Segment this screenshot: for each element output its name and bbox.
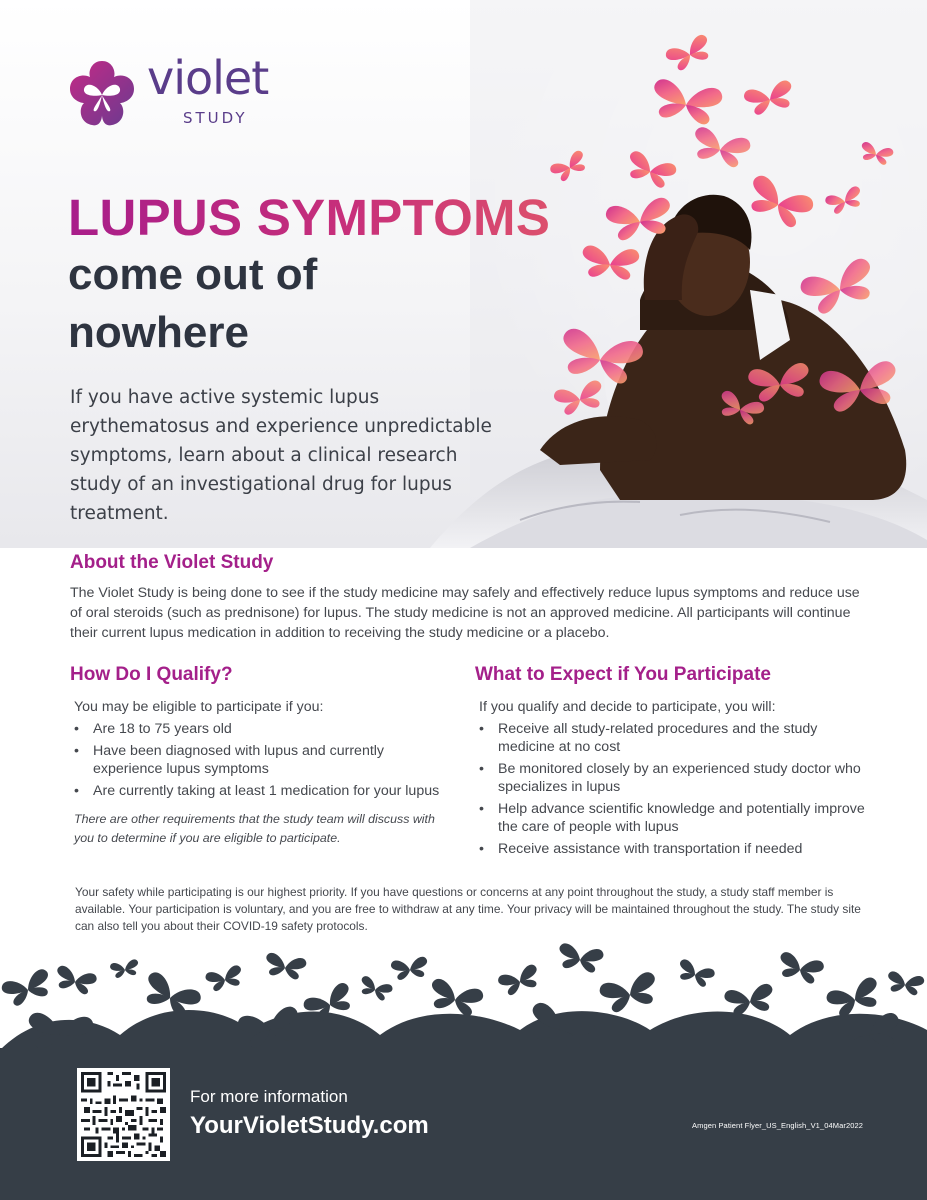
butterfly-logo-icon (66, 57, 138, 129)
about-title: About the Violet Study (70, 552, 274, 573)
expect-list (479, 720, 865, 858)
qualify-note: There are other requirements that the study team will discuss with you to determine if you are eligible to participate. (74, 812, 435, 845)
bullet-icon: • (74, 743, 79, 759)
headline-primary: LUPUS SYMPTOMS (68, 190, 588, 246)
bullet-icon: • (479, 841, 484, 857)
headline (68, 190, 588, 362)
qualify-list (74, 720, 450, 800)
more-info-label: For more information (190, 1087, 348, 1106)
bullet-icon: • (74, 721, 79, 737)
document-code: Amgen Patient Flyer_US_English_V1_04Mar2022 (692, 1121, 864, 1130)
qualify-title: How Do I Qualify? (70, 664, 233, 685)
bullet-icon: • (479, 801, 484, 817)
list-item: • Help advance scientific knowledge and potentially improve the care of people with lupus (479, 801, 865, 835)
list-item: • Be monitored closely by an experienced study doctor who specializes in lupus (479, 761, 861, 795)
expect-title: What to Expect if You Participate (475, 664, 771, 685)
list-item: • Are 18 to 75 years old (74, 721, 232, 737)
violet-study-logo (66, 51, 286, 137)
about-section (70, 552, 860, 643)
qr-code-icon[interactable] (77, 1068, 170, 1161)
logo-subtext: STUDY (183, 109, 248, 127)
headline-secondary: come out of nowhere (68, 250, 318, 357)
about-body: The Violet Study is being done to see if the study medicine may safely and effectively reduce lupus symptoms and reduce use of oral steroids (such as prednisone) for lupus. The study medicine is not an approved medicine. All participants will continue their current lupus medication in addition to receiving the study medicine or a placebo. (70, 585, 860, 641)
expect-lead: If you qualify and decide to participate, you will: (479, 699, 776, 715)
list-item: • Have been diagnosed with lupus and currently experience lupus symptoms (74, 743, 385, 777)
qualify-section (70, 664, 450, 848)
hero-section (0, 0, 927, 548)
bullet-icon: • (479, 761, 484, 777)
bullet-icon: • (74, 783, 79, 799)
list-item: • Are currently taking at least 1 medication for your lupus (74, 783, 440, 799)
intro-paragraph: If you have active systemic lupus erythematosus and experience unpredictable symptoms, learn about a clinical research study of an investigational drug for lupus treatment. (70, 387, 492, 524)
list-item: • Receive all study-related procedures and the study medicine at no cost (479, 721, 818, 755)
expect-section (475, 664, 865, 862)
bullet-icon: • (479, 721, 484, 737)
website-link[interactable]: YourVioletStudy.com (190, 1112, 429, 1139)
list-item: • Receive assistance with transportation if needed (479, 841, 803, 857)
qualify-lead: You may be eligible to participate if you: (74, 699, 324, 715)
safety-statement: Your safety while participating is our highest priority. If you have questions or concerns at any point throughout the study, a study staff member is available. Your participation is voluntary, and you are free to withdraw at any time. Your privacy will be maintained throughout the study. The study site can also tell you about their COVID-19 safety protocols. (75, 885, 861, 933)
logo-wordmark: violet (147, 51, 269, 105)
